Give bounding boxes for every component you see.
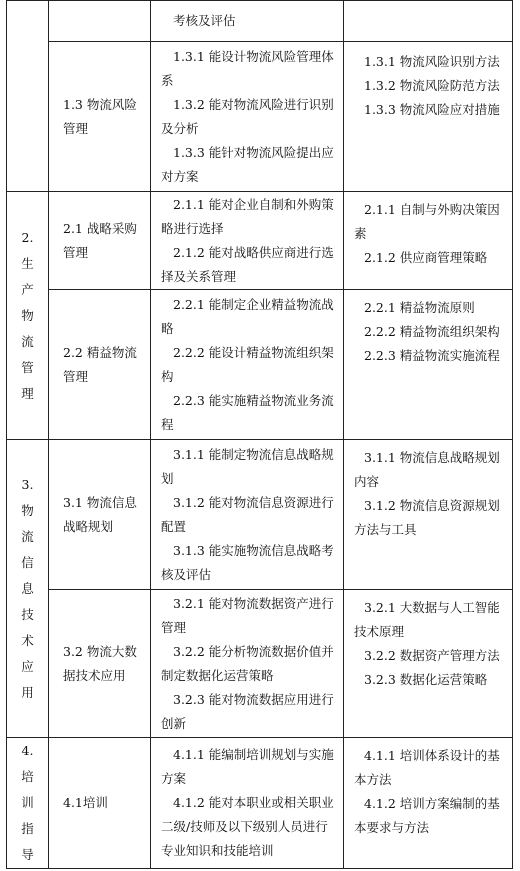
knowledge-line: 1.3.1 物流风险识别方法 bbox=[364, 54, 500, 69]
cell-unit bbox=[49, 738, 151, 869]
skill-line: 3.1.2 能对物流信息资源进行配置 bbox=[161, 494, 334, 534]
cell-skills bbox=[151, 1, 344, 42]
unit-label: 4.1培训 bbox=[63, 795, 108, 810]
cell-unit bbox=[49, 440, 151, 590]
knowledge-line: 2.1.2 供应商管理策略 bbox=[364, 250, 488, 265]
knowledge-line: 2.2.1 精益物流原则 bbox=[364, 300, 475, 315]
skill-line: 4.1.1 能编制培训规划与实施方案 bbox=[161, 747, 334, 786]
unit-label: 2.2 精益物流管理 bbox=[63, 344, 137, 384]
skill-line: 1.3.3 能针对物流风险提出应对方案 bbox=[161, 144, 334, 184]
knowledge-line: 3.2.1 大数据与人工智能技术原理 bbox=[354, 600, 500, 639]
knowledge-line: 3.2.3 数据化运营策略 bbox=[364, 672, 488, 687]
knowledge-line: 3.2.2 数据资产管理方法 bbox=[364, 648, 500, 663]
skill-line: 2.1.1 能对企业自制和外购策略进行选择 bbox=[161, 196, 334, 236]
unit-label: 3.1 物流信息战略规划 bbox=[63, 494, 137, 534]
cell-knowledge bbox=[344, 590, 513, 738]
domain-label: 2.生产物流管理 bbox=[21, 229, 34, 401]
cell-domain bbox=[7, 738, 49, 869]
cell-knowledge bbox=[344, 1, 513, 42]
cell-unit bbox=[49, 42, 151, 192]
cell-domain bbox=[7, 192, 49, 440]
knowledge-line: 2.1.1 自制与外购决策因素 bbox=[354, 202, 500, 241]
cell-knowledge bbox=[344, 42, 513, 192]
skill-line: 2.2.3 能实施精益物流业务流程 bbox=[161, 392, 334, 432]
cell-skills bbox=[151, 590, 344, 738]
cell-skills bbox=[151, 440, 344, 590]
cell-skills bbox=[151, 738, 344, 869]
skill-line: 3.2.2 能分析物流数据价值并制定数据化运营策略 bbox=[161, 643, 334, 683]
unit-label: 1.3 物流风险管理 bbox=[63, 96, 137, 136]
skill-line: 考核及评估 bbox=[173, 13, 236, 28]
cell-skills bbox=[151, 42, 344, 192]
unit-label: 2.1 战略采购管理 bbox=[63, 220, 137, 260]
table-row bbox=[7, 738, 513, 869]
knowledge-line: 3.1.2 物流信息资源规划方法与工具 bbox=[354, 498, 500, 537]
skill-line: 3.1.1 能制定物流信息战略规划 bbox=[161, 446, 334, 486]
skill-line: 3.1.3 能实施物流信息战略考核及评估 bbox=[161, 542, 334, 582]
skill-line: 3.2.1 能对物流数据资产进行管理 bbox=[161, 595, 334, 635]
table-row bbox=[7, 42, 513, 192]
cell-knowledge bbox=[344, 290, 513, 440]
skill-line: 3.2.3 能对物流数据应用进行创新 bbox=[161, 691, 334, 731]
cell-knowledge bbox=[344, 192, 513, 290]
cell-knowledge bbox=[344, 440, 513, 590]
knowledge-line: 2.2.3 精益物流实施流程 bbox=[364, 348, 500, 363]
knowledge-line: 4.1.2 培训方案编制的基本要求与方法 bbox=[354, 796, 500, 835]
knowledge-line: 3.1.1 物流信息战略规划内容 bbox=[354, 450, 500, 489]
skill-line: 4.1.2 能对本职业或相关职业二级/技师及以下级别人员进行专业知识和技能培训 bbox=[161, 795, 334, 858]
skill-line: 2.2.2 能设计精益物流组织架构 bbox=[161, 344, 334, 384]
unit-label: 3.2 物流大数据技术应用 bbox=[63, 643, 137, 683]
cell-skills bbox=[151, 290, 344, 440]
knowledge-line: 1.3.2 物流风险防范方法 bbox=[364, 78, 500, 93]
knowledge-line: 4.1.1 培训体系设计的基本方法 bbox=[354, 748, 500, 787]
competency-table bbox=[6, 0, 513, 869]
table-row bbox=[7, 290, 513, 440]
cell-unit bbox=[49, 290, 151, 440]
domain-label: 4.培训指导 bbox=[21, 743, 34, 862]
table-row bbox=[7, 1, 513, 42]
knowledge-line: 1.3.3 物流风险应对措施 bbox=[364, 102, 500, 117]
cell-unit bbox=[49, 192, 151, 290]
skill-line: 2.2.1 能制定企业精益物流战略 bbox=[161, 296, 334, 336]
table-row bbox=[7, 192, 513, 290]
cell-unit bbox=[49, 590, 151, 738]
skill-line: 1.3.1 能设计物流风险管理体系 bbox=[161, 48, 334, 88]
table-row bbox=[7, 590, 513, 738]
table-row bbox=[7, 440, 513, 590]
cell-domain bbox=[7, 1, 49, 192]
cell-domain bbox=[7, 440, 49, 738]
knowledge-line: 2.2.2 精益物流组织架构 bbox=[364, 324, 500, 339]
domain-label: 3.物流信息技术应用 bbox=[21, 476, 34, 700]
cell-skills bbox=[151, 192, 344, 290]
cell-knowledge bbox=[344, 738, 513, 869]
skill-line: 2.1.2 能对战略供应商进行选择及关系管理 bbox=[161, 244, 334, 284]
skill-line: 1.3.2 能对物流风险进行识别及分析 bbox=[161, 96, 334, 136]
cell-unit bbox=[49, 1, 151, 42]
